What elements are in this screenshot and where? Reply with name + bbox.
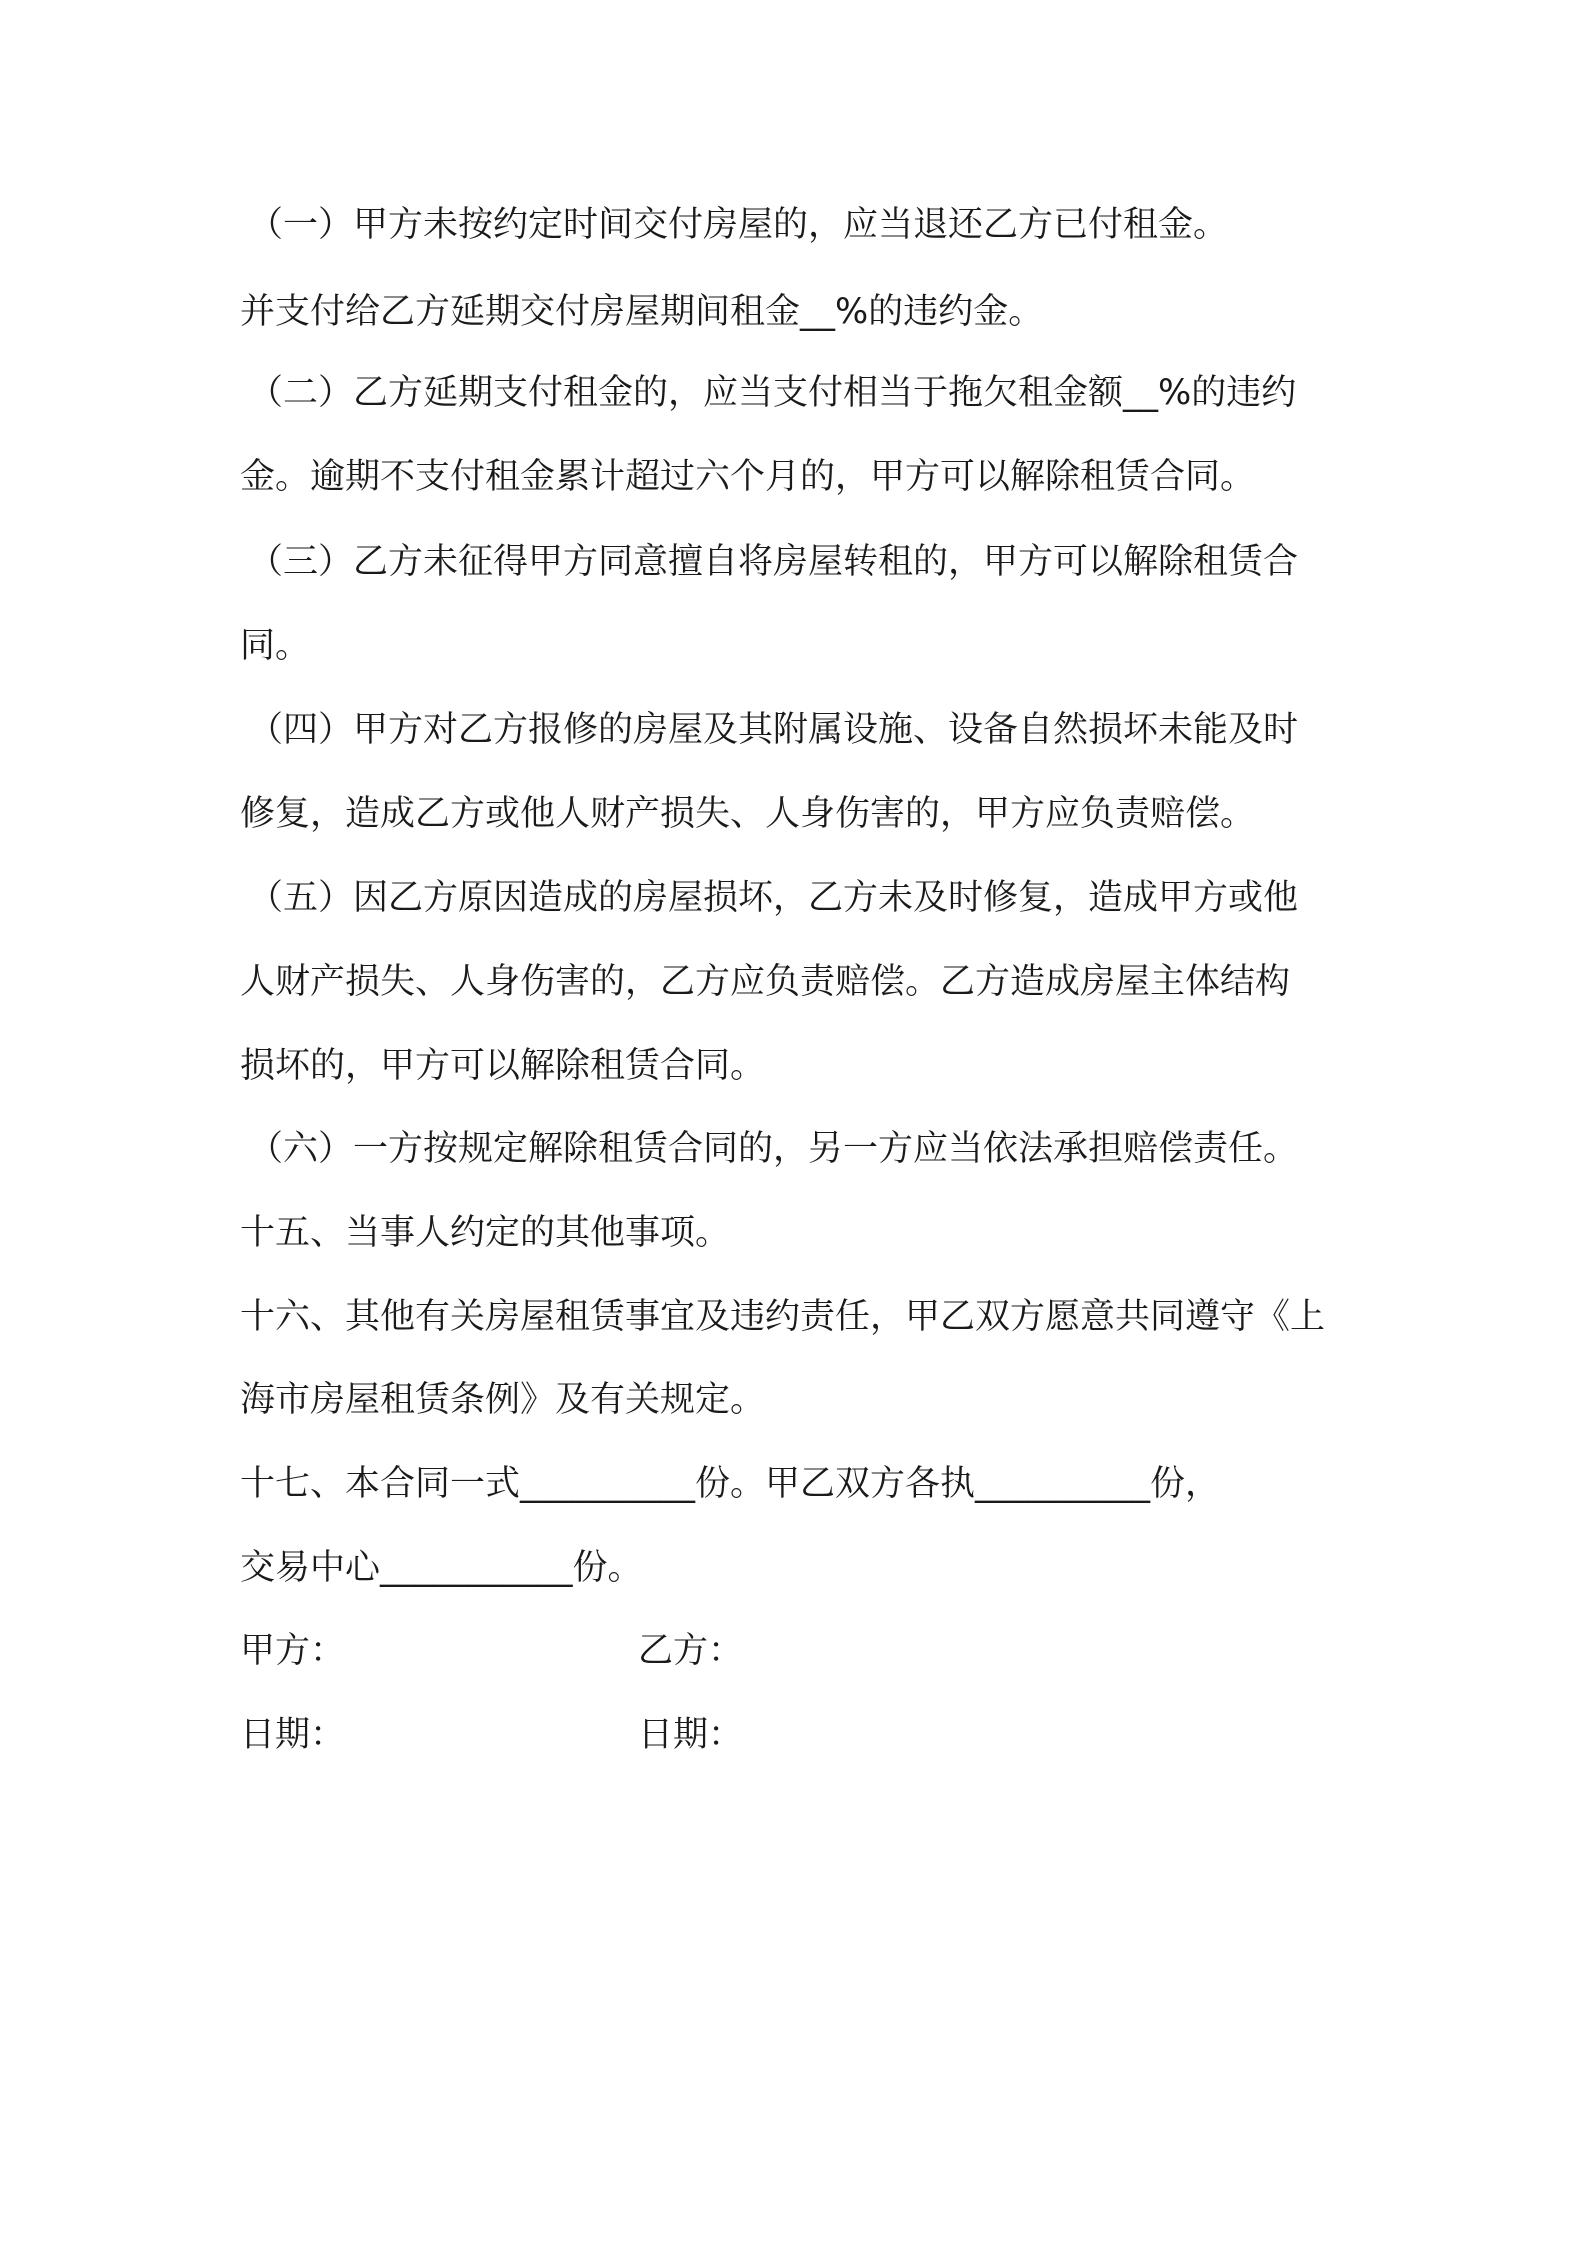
clause-4-line-1: （四）甲方对乙方报修的房屋及其附属设施、设备自然损坏未能及时 <box>248 710 1299 750</box>
date-a-label: 日期： <box>240 1715 346 1755</box>
section-16-line-1: 十六、其他有关房屋租赁事宜及违约责任，甲乙双方愿意共同遵守《上 <box>240 1297 1326 1337</box>
clause-2-line-1: （二）乙方延期支付租金的，应当支付相当于拖欠租金额__%的违约 <box>248 373 1297 413</box>
section-17-line-2: 交易中心___________份。 <box>240 1548 643 1588</box>
section-15: 十五、当事人约定的其他事项。 <box>240 1213 731 1253</box>
clause-1-line-2: 并支付给乙方延期交付房屋期间租金__%的违约金。 <box>240 292 1044 332</box>
party-b-label: 乙方： <box>638 1631 744 1671</box>
section-16-line-2: 海市房屋租赁条例》及有关规定。 <box>240 1380 766 1420</box>
clause-3-line-2: 同。 <box>240 626 311 666</box>
clause-5-line-1: （五）因乙方原因造成的房屋损坏，乙方未及时修复，造成甲方或他 <box>248 878 1299 918</box>
clause-1-line-1: （一）甲方未按约定时间交付房屋的，应当退还乙方已付租金。 <box>248 205 1229 245</box>
clause-6-line-1: （六）一方按规定解除租赁合同的，另一方应当依法承担赔偿责任。 <box>248 1129 1299 1169</box>
date-b-label: 日期： <box>638 1715 744 1755</box>
party-a-label: 甲方： <box>240 1631 346 1671</box>
clause-4-line-2: 修复，造成乙方或他人财产损失、人身伤害的，甲方应负责赔偿。 <box>240 794 1256 834</box>
clause-2-line-2: 金。逾期不支付租金累计超过六个月的，甲方可以解除租赁合同。 <box>240 457 1256 497</box>
clause-3-line-1: （三）乙方未征得甲方同意擅自将房屋转租的，甲方可以解除租赁合 <box>248 542 1299 582</box>
clause-5-line-3: 损坏的，甲方可以解除租赁合同。 <box>240 1046 766 1086</box>
section-17-line-1: 十七、本合同一式__________份。甲乙双方各执__________份， <box>240 1464 1221 1504</box>
clause-5-line-2: 人财产损失、人身伤害的，乙方应负责赔偿。乙方造成房屋主体结构 <box>240 962 1291 1002</box>
